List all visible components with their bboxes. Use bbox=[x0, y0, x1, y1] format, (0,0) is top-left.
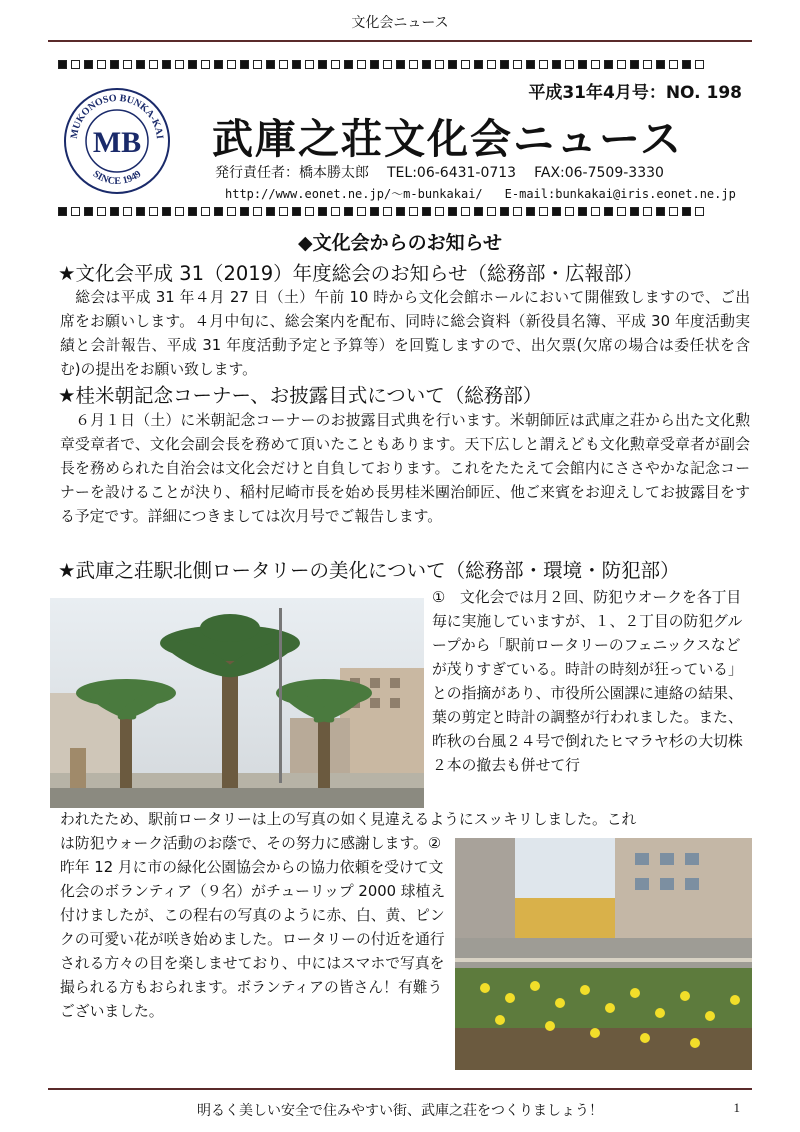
decorative-square bbox=[409, 207, 418, 216]
decorative-square bbox=[110, 207, 119, 216]
decorative-square bbox=[175, 60, 184, 69]
decorative-square bbox=[448, 207, 457, 216]
section-title: ◆文化会からのお知らせ bbox=[297, 232, 503, 254]
decorative-square bbox=[370, 207, 379, 216]
decorative-square bbox=[435, 207, 444, 216]
decorative-square bbox=[305, 60, 314, 69]
decorative-square bbox=[695, 60, 704, 69]
decorative-square bbox=[578, 60, 587, 69]
decorative-square bbox=[136, 60, 145, 69]
decorative-square bbox=[669, 60, 678, 69]
decorative-square bbox=[188, 60, 197, 69]
decorative-square bbox=[266, 207, 275, 216]
decorative-square bbox=[435, 60, 444, 69]
decorative-square bbox=[539, 60, 548, 69]
decorative-square bbox=[240, 60, 249, 69]
decorative-square bbox=[331, 60, 340, 69]
logo-ring-bottom: SINCE 1949 bbox=[90, 168, 144, 188]
article-3-body-right: ① 文化会では月２回、防犯ウオークを各丁目毎に実施していますが、１、２丁目の防犯グループから「駅前ロータリーのフェニックスなどが茂りすぎている。時計の時刻が狂っている」との指摘があり、市役所公園課に連絡の結果、葉の剪定と時計の調整が行われました。また、昨秋の台風２４号で倒れたヒマラヤ杉の大切株２本の撤去も併せて行 bbox=[432, 589, 743, 774]
decorative-square bbox=[110, 60, 119, 69]
publisher-line bbox=[215, 162, 682, 182]
decorative-square bbox=[617, 60, 626, 69]
decorative-square bbox=[71, 207, 80, 216]
publisher-fax: FAX:06-7509-3330 bbox=[534, 165, 664, 181]
decorative-square bbox=[188, 207, 197, 216]
decorative-square-band-top bbox=[58, 60, 748, 72]
decorative-square bbox=[266, 60, 275, 69]
decorative-square bbox=[565, 207, 574, 216]
decorative-square bbox=[162, 207, 171, 216]
decorative-square bbox=[526, 60, 535, 69]
web-line bbox=[225, 185, 758, 202]
decorative-square bbox=[227, 207, 236, 216]
decorative-square bbox=[84, 207, 93, 216]
decorative-square bbox=[97, 207, 106, 216]
decorative-square bbox=[474, 207, 483, 216]
decorative-square bbox=[214, 207, 223, 216]
tulip-flowerbed-photo bbox=[455, 838, 752, 1070]
decorative-square bbox=[591, 60, 600, 69]
article-1-heading: ★文化会平成 31（2019）年度総会のお知らせ（総務部・広報部） bbox=[58, 262, 644, 285]
decorative-square bbox=[565, 60, 574, 69]
decorative-square bbox=[357, 207, 366, 216]
decorative-square bbox=[695, 207, 704, 216]
decorative-square bbox=[292, 207, 301, 216]
decorative-square bbox=[344, 60, 353, 69]
decorative-square bbox=[58, 207, 67, 216]
decorative-square bbox=[201, 207, 210, 216]
decorative-square bbox=[552, 207, 561, 216]
decorative-square bbox=[214, 60, 223, 69]
issue-number: 平成31年4月号：NO. 198 bbox=[528, 83, 742, 103]
decorative-square bbox=[240, 207, 249, 216]
publisher-tel: TEL:06-6431-0713 bbox=[387, 165, 517, 181]
decorative-square bbox=[513, 207, 522, 216]
decorative-square bbox=[513, 60, 522, 69]
decorative-square bbox=[331, 207, 340, 216]
decorative-square bbox=[539, 207, 548, 216]
decorative-square-band-bottom bbox=[58, 207, 748, 219]
article-2-heading: ★桂米朝記念コーナー、お披露目式について（総務部） bbox=[58, 384, 543, 407]
decorative-square bbox=[396, 60, 405, 69]
decorative-square bbox=[58, 60, 67, 69]
decorative-square bbox=[279, 207, 288, 216]
decorative-square bbox=[656, 207, 665, 216]
decorative-square bbox=[253, 60, 262, 69]
article-1-body bbox=[60, 286, 750, 382]
article-3-body-left: は防犯ウォーク活動のお蔭で、その努力に感謝します。②昨年 12 月に市の緑化公園協会からの協力依頼を受けて文化会のボランティア（９名）がチューリップ 2000 球植え付けましたが、この程右の写真のように赤、白、黄、ピンクの可愛い花が咲き始めました。ロータリーの付近を通行される方々の目を楽しませており、中にはスマホで写真を撮られる方もおられます。ボランティアの皆さん！有難うございました。 bbox=[60, 835, 446, 1020]
decorative-square bbox=[253, 207, 262, 216]
decorative-square bbox=[279, 60, 288, 69]
decorative-square bbox=[84, 60, 93, 69]
decorative-square bbox=[461, 207, 470, 216]
decorative-square bbox=[669, 207, 678, 216]
decorative-square bbox=[604, 60, 613, 69]
decorative-square bbox=[357, 60, 366, 69]
decorative-square bbox=[682, 60, 691, 69]
decorative-square bbox=[227, 60, 236, 69]
decorative-square bbox=[461, 60, 470, 69]
masthead-title: 武庫之荘文化会ニュース bbox=[212, 115, 683, 163]
decorative-square bbox=[630, 60, 639, 69]
decorative-square bbox=[604, 207, 613, 216]
decorative-square bbox=[396, 207, 405, 216]
article-2-body bbox=[60, 409, 750, 529]
decorative-square bbox=[383, 60, 392, 69]
decorative-square bbox=[448, 60, 457, 69]
decorative-square bbox=[656, 60, 665, 69]
logo-ring-top: MUKONOSO BUNKA-KAI bbox=[68, 92, 165, 140]
article-3-body-full: われたため、駅前ロータリーは上の写真の如く見違えるようにスッキリしました。これ bbox=[60, 811, 637, 828]
decorative-square bbox=[643, 207, 652, 216]
decorative-square bbox=[71, 60, 80, 69]
decorative-square bbox=[422, 60, 431, 69]
email-address[interactable]: E-mail:bunkakai@iris.eonet.ne.jp bbox=[504, 187, 736, 201]
decorative-square bbox=[149, 207, 158, 216]
article-2-text: ６月１日（土）に米朝記念コーナーのお披露目式典を行います。米朝師匠は武庫之荘から出た文化勲章受章者で、文化会副会長を務めて頂いたこともあります。天下広しと謂えども文化勲章受章者が副会長を務められた自治会は文化会だけと自負しております。これをたたえて会館内にささやかな記念コーナーを設けることが決り、稲村尼崎市長を始め長男桂米團治師匠、他ご来賓をお迎えしてお披露目をする予定です。詳細につきましては次月号でご報告します。 bbox=[60, 412, 750, 525]
running-header: 文化会ニュース bbox=[351, 15, 449, 31]
bottom-divider bbox=[48, 1088, 752, 1090]
decorative-square bbox=[305, 207, 314, 216]
footer-slogan: 明るく美しい安全で住みやすい街、武庫之荘をつくりましょう！ bbox=[197, 1103, 603, 1119]
article-3-heading: ★武庫之荘駅北側ロータリーの美化について（総務部・環境・防犯部） bbox=[58, 559, 680, 582]
decorative-square bbox=[552, 60, 561, 69]
logo-mark: MB bbox=[92, 126, 142, 159]
decorative-square bbox=[123, 207, 132, 216]
decorative-square bbox=[500, 207, 509, 216]
decorative-square bbox=[591, 207, 600, 216]
article-1-text: 総会は平成 31 年４月 27 日（土）午前 10 時から文化会館ホールにおいて開催致しますので、ご出席をお願いします。４月中旬に、総会案内を配布、同時に総会資料（新役員名簿、平成 30 年度活動実績と会計報告、平成 31 年度活動予定と予算等）を回覧しますので、出欠票(欠席の場合は委任状を含む)の提出をお願い致します。 bbox=[60, 289, 750, 378]
page-number: 1 bbox=[733, 1100, 740, 1115]
decorative-square bbox=[318, 60, 327, 69]
decorative-square bbox=[318, 207, 327, 216]
decorative-square bbox=[136, 207, 145, 216]
decorative-square bbox=[292, 60, 301, 69]
website-url[interactable]: http://www.eonet.ne.jp/～m-bunkakai/ bbox=[225, 187, 483, 201]
decorative-square bbox=[162, 60, 171, 69]
decorative-square bbox=[344, 207, 353, 216]
decorative-square bbox=[526, 207, 535, 216]
decorative-square bbox=[487, 207, 496, 216]
decorative-square bbox=[149, 60, 158, 69]
decorative-square bbox=[500, 60, 509, 69]
decorative-square bbox=[383, 207, 392, 216]
decorative-square bbox=[123, 60, 132, 69]
decorative-square bbox=[578, 207, 587, 216]
decorative-square bbox=[682, 207, 691, 216]
decorative-square bbox=[97, 60, 106, 69]
decorative-square bbox=[617, 207, 626, 216]
mb-logo bbox=[62, 86, 172, 196]
decorative-square bbox=[409, 60, 418, 69]
decorative-square bbox=[487, 60, 496, 69]
publisher-responsible: 発行責任者：橋本勝太郎 bbox=[215, 165, 369, 181]
decorative-square bbox=[370, 60, 379, 69]
decorative-square bbox=[474, 60, 483, 69]
decorative-square bbox=[422, 207, 431, 216]
top-divider bbox=[48, 40, 752, 42]
decorative-square bbox=[201, 60, 210, 69]
rotary-palm-trees-photo bbox=[50, 598, 424, 808]
decorative-square bbox=[175, 207, 184, 216]
decorative-square bbox=[630, 207, 639, 216]
decorative-square bbox=[643, 60, 652, 69]
